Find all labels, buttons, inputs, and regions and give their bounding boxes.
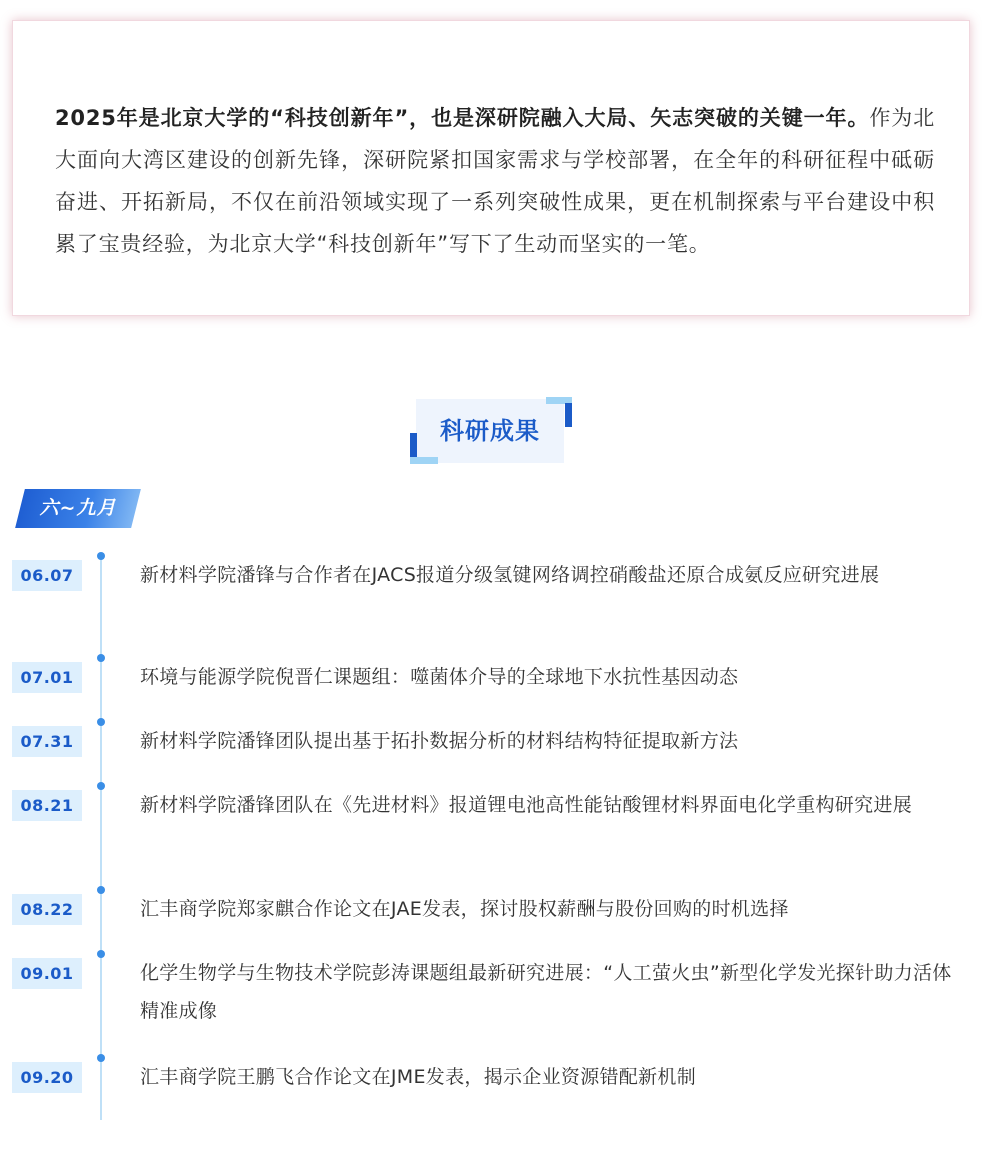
item-title[interactable]: 新材料学院潘锋团队提出基于拓扑数据分析的材料结构特征提取新方法 [140,730,739,752]
timeline-dot [97,552,105,560]
date-badge: 06.07 [12,560,82,591]
timeline-dot [97,950,105,958]
timeline-dot [97,718,105,726]
item-title[interactable]: 汇丰商学院郑家麒合作论文在JAE发表，探讨股权薪酬与股份回购的时机选择 [140,898,789,920]
title-corner-accent-dark [565,403,572,427]
intro-paragraph [55,97,935,265]
intro-lead-sentence: 2025年是北京大学的“科技创新年”，也是深研院融入大局、矢志突破的关键一年。 [55,106,870,130]
section-title: 科研成果 [440,417,540,445]
item-title[interactable]: 新材料学院潘锋团队在《先进材料》报道锂电池高性能钴酸锂材料界面电化学重构研究进展 [140,794,913,816]
timeline-dot [97,886,105,894]
date-badge: 09.01 [12,958,82,989]
section-title-block [410,399,576,467]
item-title[interactable]: 化学生物学与生物技术学院彭涛课题组最新研究进展：“人工萤火虫”新型化学发光探针助力活体精准成像 [140,962,952,1022]
item-title[interactable]: 新材料学院潘锋与合作者在JACS报道分级氢键网络调控硝酸盐还原合成氨反应研究进展 [140,564,880,586]
timeline-dot [97,654,105,662]
date-badge: 08.21 [12,790,82,821]
date-badge: 07.31 [12,726,82,757]
date-badge: 08.22 [12,894,82,925]
timeline-dot [97,1054,105,1062]
item-title[interactable]: 汇丰商学院王鹏飞合作论文在JME发表，揭示企业资源错配新机制 [140,1066,697,1088]
date-badge: 07.01 [12,662,82,693]
period-tag-label: 六~九月 [39,497,117,519]
intro-card [12,20,970,316]
timeline-line [100,556,102,1120]
item-title[interactable]: 环境与能源学院倪晋仁课题组：噬菌体介导的全球地下水抗性基因动态 [140,666,739,688]
date-badge: 09.20 [12,1062,82,1093]
intro-body-text: 作为北大面向大湾区建设的创新先锋，深研院紧扣国家需求与学校部署，在全年的科研征程中砥砺奋进、开拓新局，不仅在前沿领域实现了一系列突破性成果，更在机制探索与平台建设中积累了宝贵经验，为北京大学“科技创新年”写下了生动而坚实的一笔。 [55,106,936,256]
timeline-dot [97,782,105,790]
